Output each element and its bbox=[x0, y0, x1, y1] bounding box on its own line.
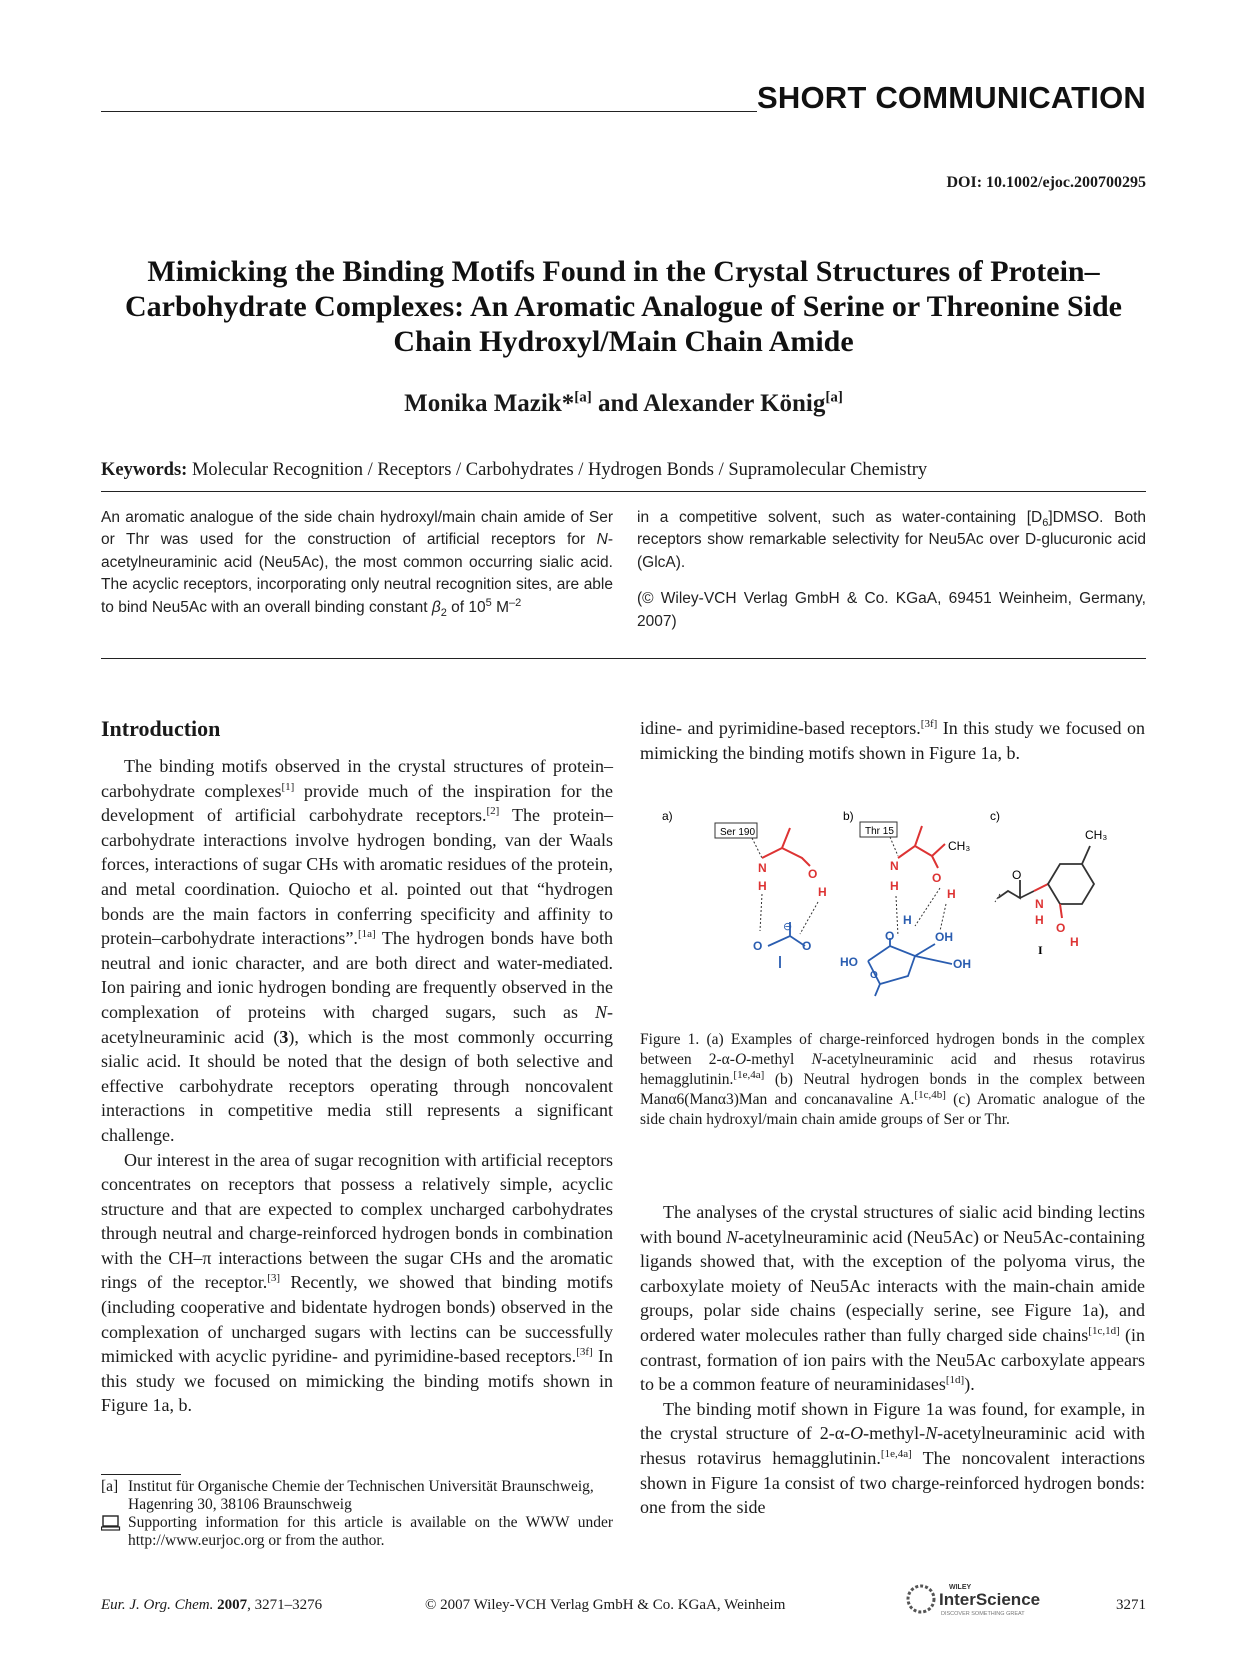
panel-a-o: O bbox=[808, 867, 818, 881]
author-2: Alexander König bbox=[643, 390, 826, 417]
authors bbox=[101, 390, 1146, 418]
abstract-left bbox=[101, 507, 613, 619]
panel-c-h1: H bbox=[1035, 913, 1044, 927]
abstract-text-2: in a competitive solvent, such as water-containing $[D_6]DMSO$. Both receptors show remarkable selectivity for Neu5Ac over D-glucuronic acid (GlcA). bbox=[637, 509, 1147, 571]
body-paragraph-4: The binding motif shown in Figure 1a was found, for example, in the crystal structure of 2-α-O-methyl-N-acetylneuraminic acid with rhesus rotavirus hemagglutinin.[1e,4a] The noncovalent interactions shown in Figure 1a consist of two charge-reinforced hydrogen bonds: one from the side bbox=[640, 1398, 1145, 1518]
abstract-right bbox=[637, 507, 1146, 633]
panel-a-minus: ⊖ bbox=[783, 921, 793, 933]
header-rule bbox=[101, 111, 757, 112]
keywords-list: Molecular Recognition / Receptors / Carbohydrates / Hydrogen Bonds / Supramolecular Chemistry bbox=[191, 460, 928, 480]
figure-label-a: a) bbox=[662, 809, 673, 823]
author-1: Monika Mazik* bbox=[404, 390, 575, 417]
logo-interscience-text: InterScience bbox=[939, 1590, 1041, 1609]
figure-1 bbox=[640, 806, 1145, 1012]
panel-c-structure bbox=[995, 828, 1107, 957]
panel-a-n: N bbox=[758, 861, 767, 875]
panel-a-o3: O bbox=[802, 939, 812, 953]
footer-journal: Eur. J. Org. Chem. 2007, 3271–3276 bbox=[101, 1597, 323, 1613]
footer-copyright: © 2007 Wiley-VCH Verlag GmbH & Co. KGaA, Weinheim bbox=[425, 1597, 786, 1613]
panel-b-o: O bbox=[932, 871, 942, 885]
panel-a-structure bbox=[715, 823, 827, 968]
section-label: SHORT COMMUNICATION bbox=[757, 80, 1146, 115]
panel-b-h1: H bbox=[890, 879, 899, 893]
panel-b-oh1: OH bbox=[935, 930, 953, 944]
figure-label-c: c) bbox=[990, 809, 1000, 823]
author-1-affiliation: [a] bbox=[574, 389, 592, 406]
author-2-affiliation: [a] bbox=[825, 389, 843, 406]
panel-a-o2: O bbox=[753, 939, 763, 953]
body-paragraph-3: The analyses of the crystal structures of sialic acid binding lectins with bound N-acetylneuraminic acid (Neu5Ac) or Neu5Ac-containing ligands showed that, with the exception of the polyoma virus, the carboxylate moiety of Neu5Ac interacts with the main-chain amide groups, polar side chains (especially serine, see Figure 1a), and ordered water molecules rather than fully charged side chains[1c,1d] (in contrast, formation of ion pairs with the Neu5Ac carboxylate appears to be a common feature of neuraminidases[1d]). bbox=[640, 1202, 1145, 1395]
doi: DOI: 10.1002/ejoc.200700295 bbox=[946, 174, 1146, 191]
computer-icon bbox=[101, 1514, 128, 1550]
section-heading-introduction: Introduction bbox=[101, 716, 221, 741]
intro-paragraph-1: The binding motifs observed in the crystal structures of protein–carbohydrate complexes[1] provide much of the inspiration for the development of artificial carbohydrate receptors.[2] The protein–carbohydrate interactions involve hydrogen bonding, van der Waals forces, interactions of sugar CHs with aromatic residues of the protein, and metal coordination. Quiocho et al. pointed out that “hydrogen bonds are the main factors in conferring specificity and affinity to protein–carbohydrate interactions”.[1a] The hydrogen bonds have both neutral and ionic character, and are both direct and water-mediated. Ion pairing and ionic hydrogen bonding are frequently observed in the complexation of proteins with charged sugars, such as N-acetylneuraminic acid (3), which is the most commonly occurring sialic acid. It should be noted that the design of both selective and effective carbohydrate receptors operating through noncovalent interactions in competitive media still represents a significant challenge. bbox=[101, 756, 613, 1145]
panel-b-o2: O bbox=[885, 929, 895, 943]
intro-paragraph-2-continued: idine- and pyrimidine-based receptors.[3f] In this study we focused on mimicking the binding motifs shown in Figure 1a, b. bbox=[640, 718, 1145, 763]
article-title: Mimicking the Binding Motifs Found in the Crystal Structures of Protein–Carbohydrate Complexes: An Aromatic Analogue of Serine or Threonine Side Chain Hydroxyl/Main Chain Amide bbox=[125, 255, 1122, 358]
footnote-rule bbox=[101, 1474, 181, 1475]
panel-a-h1: H bbox=[758, 879, 767, 893]
right-column-bottom bbox=[640, 1200, 1145, 1520]
footnote-tag: [a] bbox=[101, 1478, 119, 1495]
panel-a-h2: H bbox=[818, 885, 827, 899]
panel-b-h2: H bbox=[947, 887, 956, 901]
interscience-logo bbox=[905, 1579, 1075, 1619]
ser-190-box: Ser 190 bbox=[720, 827, 756, 838]
page-number: 3271 bbox=[1116, 1597, 1146, 1613]
footnotes bbox=[101, 1478, 613, 1550]
keywords-label: Keywords: bbox=[101, 460, 188, 480]
left-column bbox=[101, 754, 613, 1418]
right-column-top bbox=[640, 716, 1145, 765]
panel-b-structure bbox=[840, 822, 971, 996]
panel-b-ho: HO bbox=[840, 955, 858, 969]
panel-b-o3: O bbox=[870, 970, 878, 981]
figure-label-b: b) bbox=[843, 809, 854, 823]
author-and: and bbox=[598, 390, 639, 417]
panel-c-h2: H bbox=[1070, 935, 1079, 949]
panel-c-o2: O bbox=[1056, 921, 1066, 935]
footnote-supporting-info: Supporting information for this article is available on the WWW under http://www.eurjoc.org or from the author. bbox=[101, 1514, 613, 1550]
intro-paragraph-2: Our interest in the area of sugar recognition with artificial receptors concentrates on receptors that possess a relatively simple, acyclic structure and that are expected to complex uncharged carbohydrates through neutral and charge-reinforced hydrogen bonds in combination with the CH–π interactions between the sugar CHs and the aromatic rings of the receptor.[3] Recently, we showed that binding motifs (including cooperative and bidentate hydrogen bonds) observed in the complexation of uncharged sugars with lectins can be successfully mimicked with acyclic pyridine- and pyrimidine-based receptors.[3f] In this study we focused on mimicking the binding motifs shown in Figure 1a, b. bbox=[101, 1149, 613, 1416]
panel-b-oh2: OH bbox=[953, 957, 971, 971]
abstract-top-rule bbox=[101, 491, 1146, 492]
panel-b-ch3: CH₃ bbox=[948, 839, 971, 853]
logo-wiley-text: WILEY bbox=[949, 1584, 972, 1591]
panel-c-ch3: CH₃ bbox=[1085, 828, 1108, 842]
abstract-bottom-rule bbox=[101, 658, 1146, 659]
abstract-copyright: (© Wiley-VCH Verlag GmbH & Co. KGaA, 69451 Weinheim, Germany, 2007) bbox=[637, 590, 1146, 630]
panel-c-o1: O bbox=[1012, 868, 1022, 882]
thr-15-box: Thr 15 bbox=[865, 826, 894, 837]
panel-b-h3: H bbox=[903, 913, 912, 927]
keywords bbox=[101, 460, 927, 481]
panel-b-n: N bbox=[890, 859, 899, 873]
panel-c-n: N bbox=[1035, 897, 1044, 911]
footnote-affiliation: [a] Institut für Organische Chemie der Technischen Universität Braunschweig, Hagenring 30, 38106 Braunschweig bbox=[101, 1478, 594, 1513]
logo-tagline: DISCOVER SOMETHING GREAT bbox=[941, 1611, 1025, 1617]
figure-1-caption: Figure 1. (a) Examples of charge-reinforced hydrogen bonds in the complex between 2-α-O-methyl N-acetylneuraminic acid and rhesus rotavirus hemagglutinin.[1e,4a] (b) Neutral hydrogen bonds in the complex between Manα6(Manα3)Man and concanavaline A.[1c,4b] (c) Aromatic analogue of the side chain hydroxyl/main chain amide groups of Ser or Thr. bbox=[640, 1031, 1145, 1128]
compound-label-i: I bbox=[1038, 943, 1043, 957]
abstract-text-1: An aromatic analogue of the side chain hydroxyl/main chain amide of Ser or Thr was used for the construction of artificial receptors for N-acetylneuraminic acid (Neu5Ac), the most common occurring sialic acid. The acyclic receptors, incorporating only neutral recognition sites, are able to bind Neu5Ac with an overall binding constant $\beta_2$ of $10^5$ $M^{-2}$ bbox=[101, 509, 613, 619]
